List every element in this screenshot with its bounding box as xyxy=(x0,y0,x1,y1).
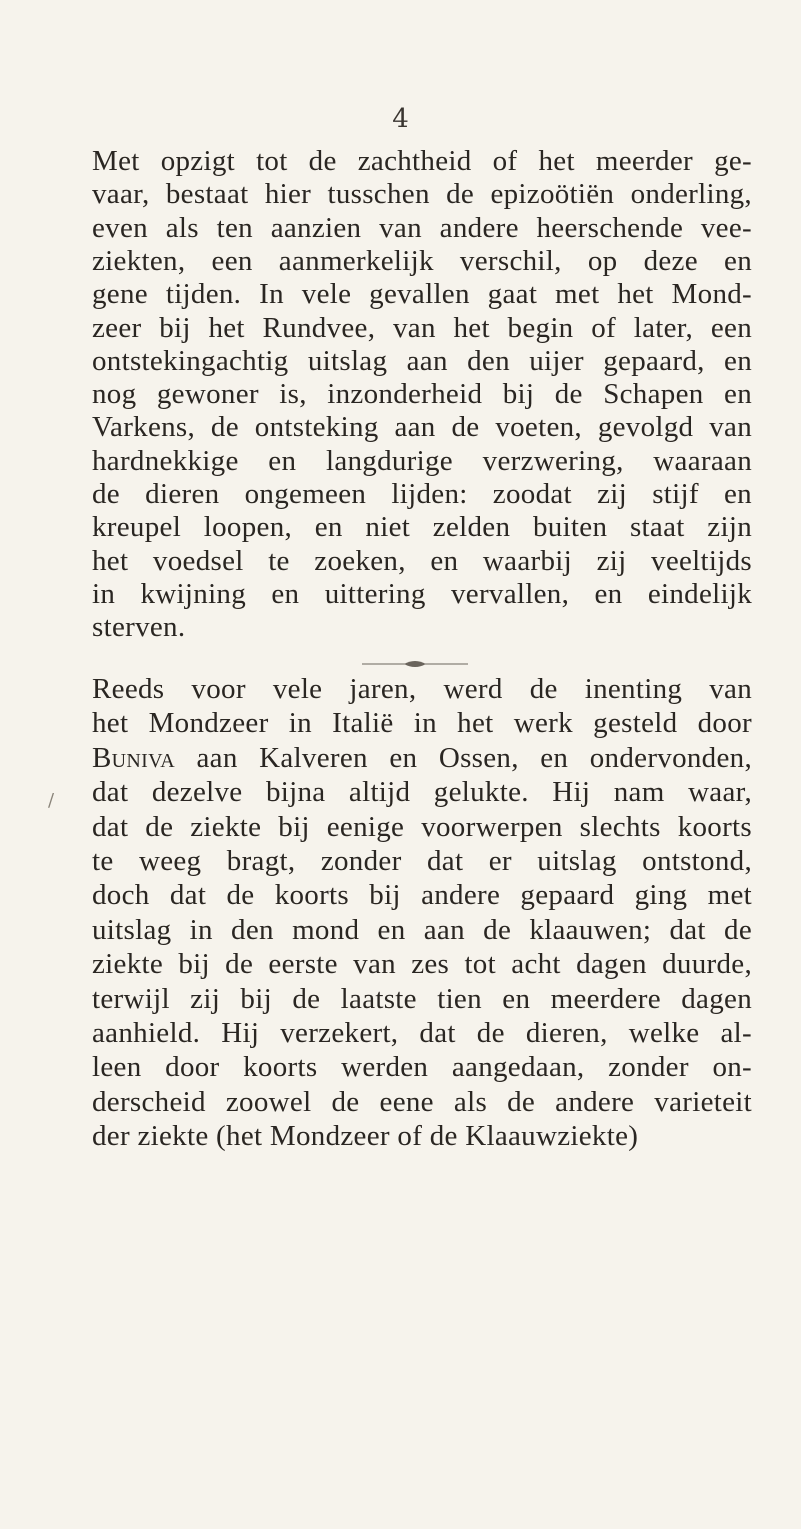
text-line: Varkens, de ontsteking aan de voeten, gevolgd van xyxy=(92,411,752,444)
text-line: ontstekingachtig uitslag aan den uijer gepaard, en xyxy=(92,344,752,377)
text-line: ziekten, een aanmerkelijk verschil, op deze en xyxy=(92,244,752,277)
text-line: te weeg bragt, zonder dat er uitslag ontstond, xyxy=(92,845,752,877)
text-line: Reeds voor vele jaren, werd de inenting van xyxy=(92,673,752,705)
text-line: vaar, bestaat hier tusschen de epizoötiën onderling, xyxy=(92,178,752,211)
page-number: 4 xyxy=(392,104,409,134)
text-line: de dieren ongemeen lijden: zoodat zij stijf en xyxy=(92,478,752,510)
text-line: nog gewoner is, inzonderheid bij de Schapen en xyxy=(92,378,752,411)
text-line: zeer bij het Rundvee, van het begin of later, een xyxy=(92,311,752,344)
text-line: het voedsel te zoeken, en waarbij zij veeltijds xyxy=(92,544,752,577)
text-line: hardnekkige en langdurige verzwering, waaraan xyxy=(92,444,752,477)
text-line: uitslag in den mond en aan de klaauwen; dat de xyxy=(92,913,752,946)
text-line: ziekte bij de eerste van zes tot acht dagen duurde, xyxy=(92,948,752,981)
text-line: dat de ziekte bij eenige voorwerpen slechts koorts xyxy=(92,810,752,843)
text-line: dat dezelve bijna altijd gelukte. Hij nam waar, xyxy=(92,776,752,809)
text-line: kreupel loopen, en niet zelden buiten staat zijn xyxy=(92,511,752,544)
text-line: derscheid zoowel de eene als de andere varieteit xyxy=(92,1085,752,1118)
text-line: even als ten aanzien van andere heerschende vee- xyxy=(92,211,752,244)
text-line: Buniva aan Kalveren en Ossen, en ondervonden, xyxy=(92,741,752,774)
text-line: gene tijden. In vele gevallen gaat met het Mond- xyxy=(92,278,752,311)
text-line: terwijl zij bij de laatste tien en meerdere dagen xyxy=(92,982,752,1015)
text-line: aanhield. Hij verzekert, dat de dieren, welke al- xyxy=(92,1017,752,1049)
text-line: der ziekte (het Mondzeer of de Klaauwziekte) xyxy=(92,1120,639,1153)
text-line: het Mondzeer in Italië in het werk gesteld door xyxy=(92,707,752,740)
ornament-divider xyxy=(362,659,468,669)
text-line: in kwijning en uittering vervallen, en eindelijk xyxy=(92,577,752,610)
text-line: leen door koorts werden aangedaan, zonder on- xyxy=(92,1051,752,1084)
margin-mark: / xyxy=(48,790,55,811)
text-line: Met opzigt tot de zachtheid of het meerder ge- xyxy=(92,145,752,177)
text-line: doch dat de koorts bij andere gepaard ging met xyxy=(92,879,752,912)
text-line: sterven. xyxy=(92,611,186,644)
